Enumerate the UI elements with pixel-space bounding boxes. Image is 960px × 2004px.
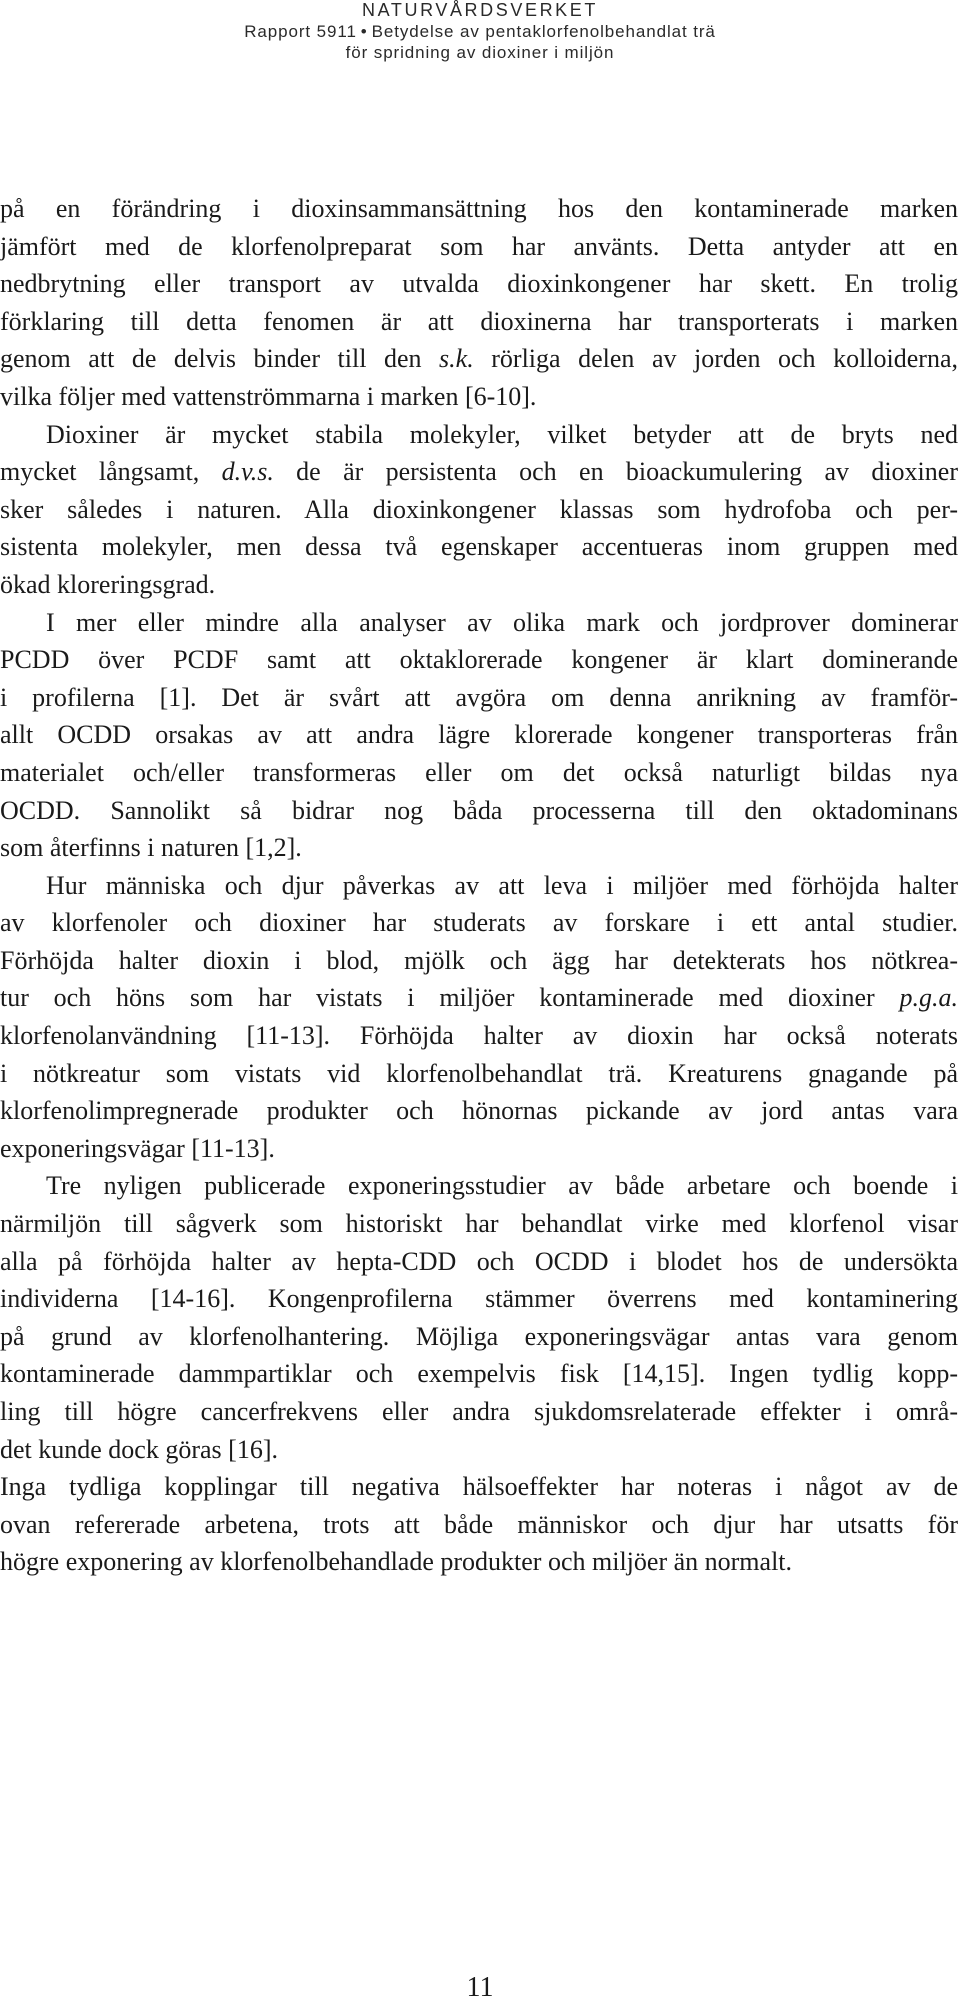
organization-name: NATURVÅRDSVERKET [362,0,598,20]
text-line: Hur människa och djur påverkas av att leva i miljöer med förhöjda halter [46,870,958,900]
text-line: individerna [14-16]. Kongenprofilerna stämmer överrens med kontaminering [0,1284,958,1314]
text-line: jämfört med de klorfenolpreparat som har använts. Detta antyder att en [0,231,958,261]
bullet-separator: • [360,22,368,41]
text-segment: tur och höns som har vistats i miljöer kontaminerade med dioxiner [0,983,900,1013]
text-line [0,340,958,378]
text-line [0,979,958,1017]
text-line: det kunde dock göras [16]. [0,1434,278,1464]
text-segment: de är persistenta och en bioackumulering av dioxiner [273,457,958,487]
italic-abbreviation: d.v.s. [221,457,274,487]
text-line: I mer eller mindre alla analyser av olika mark och jordprover dominerar [46,607,958,637]
text-line: vilka följer med vattenströmmarna i marken [6-10]. [0,381,537,411]
paragraph-5 [0,1167,958,1468]
text-line: sistenta molekyler, men dessa två egenskaper accentueras inom gruppen med [0,532,958,562]
text-line: av klorfenoler och dioxiner har studerats av forskare i ett antal studier. [0,908,958,938]
italic-abbreviation: p.g.a. [899,983,958,1013]
text-line: klorfenolanvändning [11-13]. Förhöjda halter av dioxin har också noterats [0,1021,958,1051]
paragraph-6 [0,1468,958,1581]
text-line: kontaminerade dammpartiklar och exempelvis fisk [14,15]. Ingen tydlig kopp- [0,1359,958,1389]
report-number: Rapport 5911 [244,22,357,41]
text-line: förklaring till detta fenomen är att dioxinerna har transporterats i marken [0,306,958,336]
text-line: i nötkreatur som vistats vid klorfenolbehandlat trä. Kreaturens gnagande på [0,1058,958,1088]
text-segment: rörliga delen av jorden och kolloiderna, [473,344,958,374]
text-line: högre exponering av klorfenolbehandlade produkter och miljöer än normalt. [0,1547,793,1577]
running-header [0,0,960,63]
page-number: 11 [466,1972,494,2003]
text-line: Dioxiner är mycket stabila molekyler, vilket betyder att de bryts ned [46,419,958,449]
text-line: som återfinns i naturen [1,2]. [0,833,302,863]
text-line: på grund av klorfenolhantering. Möjliga exponeringsvägar antas vara genom [0,1321,958,1351]
text-segment: genom att de delvis binder till den [0,344,440,374]
text-line: allt OCDD orsakas av att andra lägre klorerade kongener transporteras från [0,720,958,750]
report-title: Betydelse av pentaklorfenolbehandlat trä [371,22,716,41]
text-line: i profilerna [1]. Det är svårt att avgöra om denna anrikning av framför- [0,682,958,712]
paragraph-2 [0,416,958,604]
text-line: OCDD. Sannolikt så bidrar nog båda processerna till den oktadominans [0,795,958,825]
paragraph-4 [0,867,958,1168]
text-line: exponeringsvägar [11-13]. [0,1133,275,1163]
report-title-line-2: för spridning av dioxiner i miljön [345,43,615,62]
text-line: sker således i naturen. Alla dioxinkongener klassas som hydrofoba och per- [0,494,958,524]
body-text [0,190,958,1581]
italic-abbreviation: s.k. [439,344,474,374]
paragraph-3 [0,604,958,867]
text-line: nedbrytning eller transport av utvalda dioxinkongener har skett. En trolig [0,269,958,299]
text-line: ovan refererade arbetena, trots att både människor och djur har utsatts för [0,1509,958,1539]
text-segment: mycket långsamt, [0,457,222,487]
paragraph-1 [0,190,958,416]
text-line: ling till högre cancerfrekvens eller andra sjukdomsrelaterade effekter i områ- [0,1397,958,1426]
text-line: Förhöjda halter dioxin i blod, mjölk och ägg har detekterats hos nötkrea- [0,945,958,975]
text-line [0,453,958,491]
text-line: PCDD över PCDF samt att oktaklorerade kongener är klart dominerande [0,645,958,675]
text-line: på en förändring i dioxinsammansättning hos den kontaminerade marken [0,194,958,223]
text-line: Inga tydliga kopplingar till negativa hälsoeffekter har noteras i något av de [0,1472,958,1502]
text-line: klorfenolimpregnerade produkter och hönornas pickande av jord antas vara [0,1096,958,1126]
text-line: materialet och/eller transformeras eller om det också naturligt bildas nya [0,757,958,787]
text-line: närmiljön till sågverk som historiskt har behandlat virke med klorfenol visar [0,1209,958,1239]
text-line: ökad kloreringsgrad. [0,569,216,599]
report-title-line-1 [0,21,960,42]
text-line: alla på förhöjda halter av hepta-CDD och OCDD i blodet hos de undersökta [0,1246,958,1276]
text-line: Tre nyligen publicerade exponeringsstudier av både arbetare och boende i [46,1171,958,1201]
